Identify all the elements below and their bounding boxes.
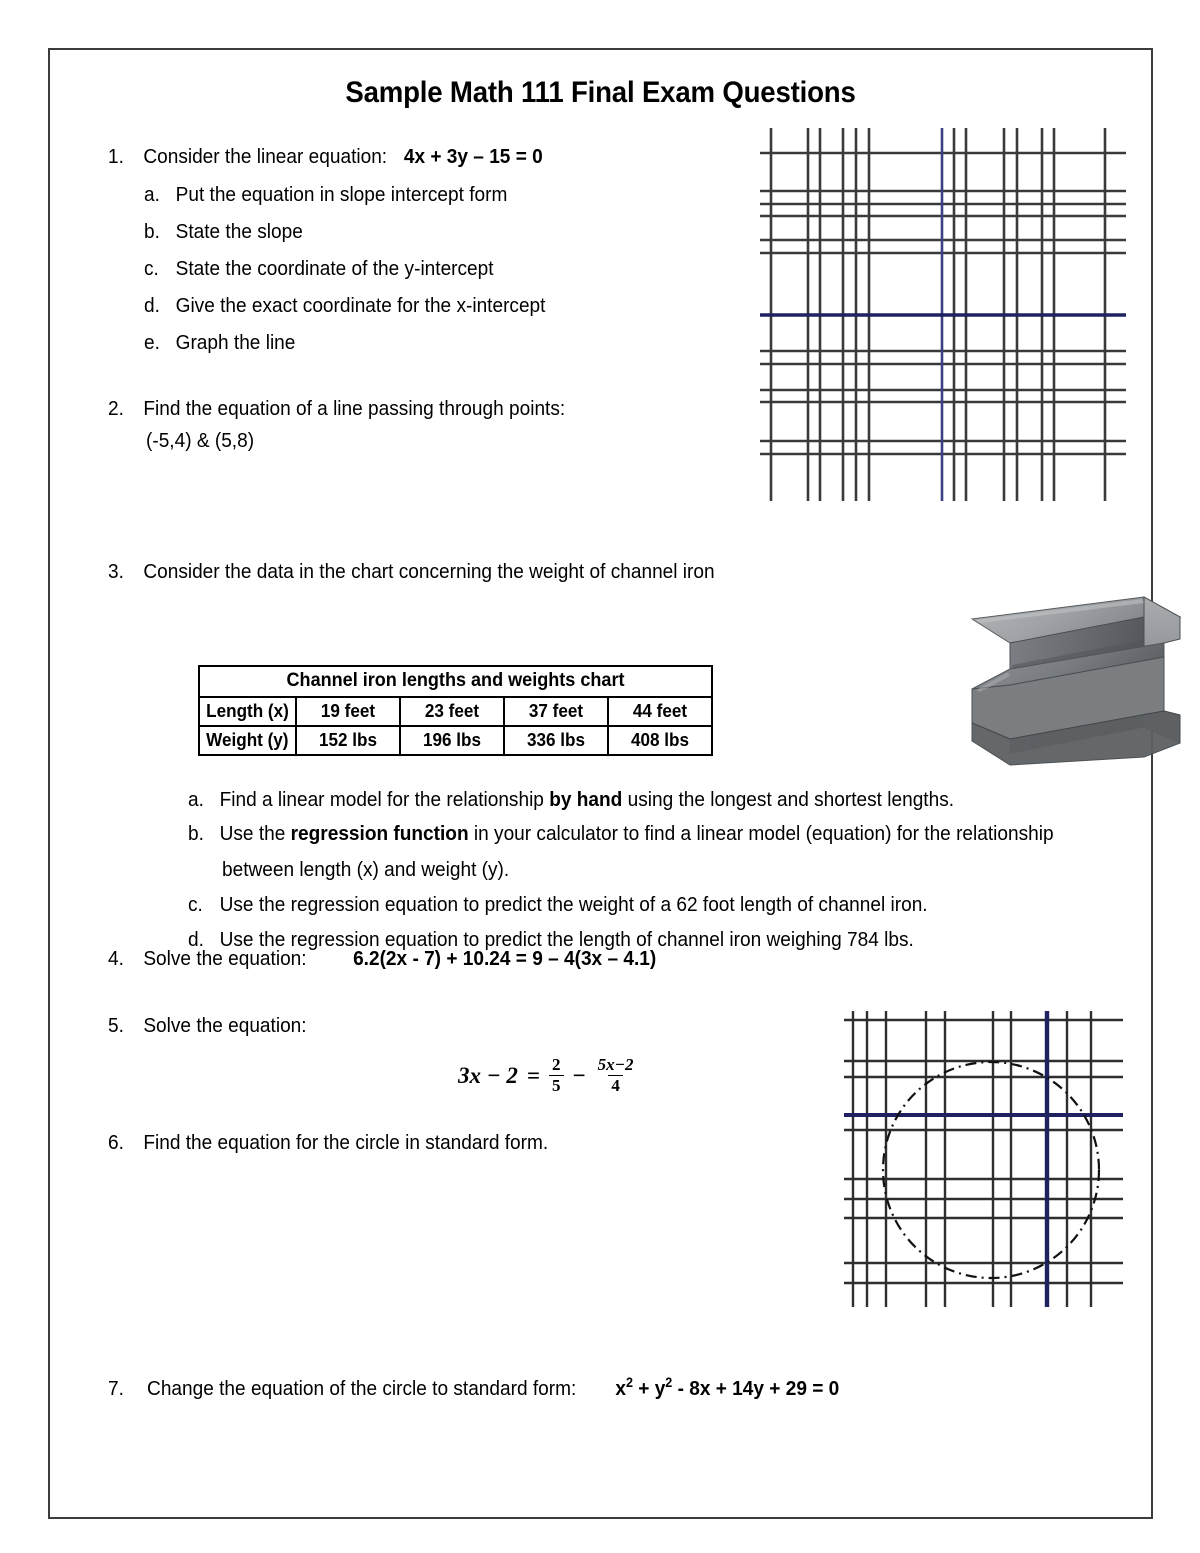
- item-label: e.: [144, 331, 160, 354]
- item-text-pre: Find a linear model for the relationship: [219, 788, 550, 811]
- table-caption: Channel iron lengths and weights chart: [212, 666, 699, 697]
- question-3-item-b-line2: between length (x) and weight (y).: [222, 858, 510, 881]
- question-1-text: Consider the linear equation:: [143, 145, 388, 168]
- question-5-equation: [458, 1056, 636, 1096]
- item-text-bold: by hand: [549, 788, 623, 811]
- item-text-post: using the longest and shortest lengths.: [622, 788, 955, 811]
- question-5-stem: [108, 1012, 307, 1039]
- item-text-post: in your calculator to find a linear model (equation) for the relationship: [468, 822, 1054, 845]
- question-6-stem: [108, 1129, 548, 1156]
- question-4-text: Solve the equation:: [143, 947, 307, 970]
- question-3-item-c: [188, 888, 928, 922]
- item-label: c.: [188, 893, 203, 916]
- eq-plus: +: [632, 1377, 655, 1400]
- fraction-numerator: 2: [552, 1055, 561, 1074]
- table-cell: 196 lbs: [403, 726, 502, 755]
- question-2-text: Find the equation of a line passing through points:: [143, 397, 566, 420]
- item-label: a.: [188, 788, 204, 811]
- fraction-two-fifths: [549, 1056, 564, 1096]
- question-1-number: 1.: [108, 145, 124, 168]
- minus-sign: −: [572, 1062, 586, 1088]
- question-1-item-e: [144, 326, 295, 360]
- question-3-stem: [108, 558, 715, 585]
- table-row: [199, 697, 712, 726]
- question-2-number: 2.: [108, 397, 124, 420]
- item-text: Use the regression equation to predict the weight of a 62 foot length of channel iron.: [219, 893, 928, 916]
- page-title: Sample Math 111 Final Exam Questions: [345, 76, 856, 109]
- table-cell: 336 lbs: [507, 726, 606, 755]
- circle-grid-svg: [841, 1007, 1126, 1312]
- question-1-item-b: [144, 215, 303, 249]
- question-1-item-c: [144, 252, 494, 286]
- equation-lhs: 3x − 2: [458, 1062, 518, 1088]
- question-2-stem: [108, 395, 565, 422]
- row-header-length: Length (x): [201, 697, 293, 726]
- line-graph-figure: [758, 123, 1128, 508]
- table-cell: 19 feet: [299, 697, 398, 726]
- question-4-stem: [108, 945, 656, 972]
- fraction-numerator: 5x−2: [597, 1055, 634, 1074]
- question-1-item-a: [144, 178, 507, 212]
- channel-iron-svg: [968, 593, 1193, 768]
- fraction-denominator: 5: [549, 1075, 564, 1095]
- table-cell: 44 feet: [611, 697, 710, 726]
- question-3-item-a: [188, 783, 954, 817]
- question-7-text: Change the equation of the circle to standard form:: [147, 1377, 577, 1400]
- eq-y-exponent: 2: [665, 1375, 673, 1391]
- table-caption-row: [199, 666, 712, 697]
- table-cell: 37 feet: [507, 697, 606, 726]
- question-4-equation: 6.2(2x - 7) + 10.24 = 9 – 4(3x – 4.1): [353, 947, 657, 970]
- eq-x-exponent: 2: [625, 1375, 633, 1391]
- question-7-equation: [615, 1377, 839, 1400]
- item-text-pre: Use the: [219, 822, 291, 845]
- item-text: Use the regression equation to predict the length of channel iron weighing 784 lbs.: [219, 928, 914, 951]
- page-border: [48, 48, 1153, 1519]
- question-6-text: Find the equation for the circle in standard form.: [143, 1131, 549, 1154]
- question-2-points: (-5,4) & (5,8): [146, 429, 255, 452]
- eq-rest: - 8x + 14y + 29 = 0: [672, 1377, 840, 1400]
- item-label: d.: [144, 294, 160, 317]
- eq-y: y: [654, 1377, 666, 1400]
- item-text-bold: regression function: [290, 822, 469, 845]
- table-cell: 408 lbs: [611, 726, 710, 755]
- question-3-item-b: [188, 817, 1054, 851]
- item-text: Give the exact coordinate for the x-intercept: [175, 294, 546, 317]
- circle-graph-figure: [841, 1007, 1126, 1312]
- item-label: b.: [144, 220, 160, 243]
- question-7-stem: [108, 1375, 839, 1402]
- table-row: [199, 726, 712, 755]
- question-3-text: Consider the data in the chart concerning the weight of channel iron: [143, 560, 715, 583]
- item-label: d.: [188, 928, 204, 951]
- row-header-weight: Weight (y): [201, 726, 293, 755]
- item-text: State the slope: [175, 220, 303, 243]
- eq-x: x: [615, 1377, 626, 1400]
- table-cell: 152 lbs: [299, 726, 398, 755]
- question-5-number: 5.: [108, 1014, 124, 1037]
- question-1-item-d: [144, 289, 545, 323]
- item-label: a.: [144, 183, 160, 206]
- question-3-number: 3.: [108, 560, 124, 583]
- question-6-number: 6.: [108, 1131, 124, 1154]
- fraction-5x-minus-2-over-4: [595, 1056, 637, 1096]
- item-text: Graph the line: [175, 331, 296, 354]
- question-1-stem: [108, 143, 543, 170]
- channel-iron-table: [198, 665, 713, 756]
- question-1-equation: 4x + 3y – 15 = 0: [403, 145, 543, 168]
- item-text: State the coordinate of the y-intercept: [175, 257, 494, 280]
- question-5-text: Solve the equation:: [143, 1014, 307, 1037]
- fraction-denominator: 4: [608, 1075, 623, 1095]
- question-4-number: 4.: [108, 947, 124, 970]
- table-cell: 23 feet: [403, 697, 502, 726]
- coordinate-grid-svg: [758, 123, 1128, 508]
- item-label: b.: [188, 822, 204, 845]
- item-text: Put the equation in slope intercept form: [175, 183, 508, 206]
- item-label: c.: [144, 257, 159, 280]
- channel-iron-illustration: [968, 593, 1193, 773]
- equals-sign: =: [526, 1062, 541, 1088]
- question-7-number: 7.: [108, 1377, 124, 1400]
